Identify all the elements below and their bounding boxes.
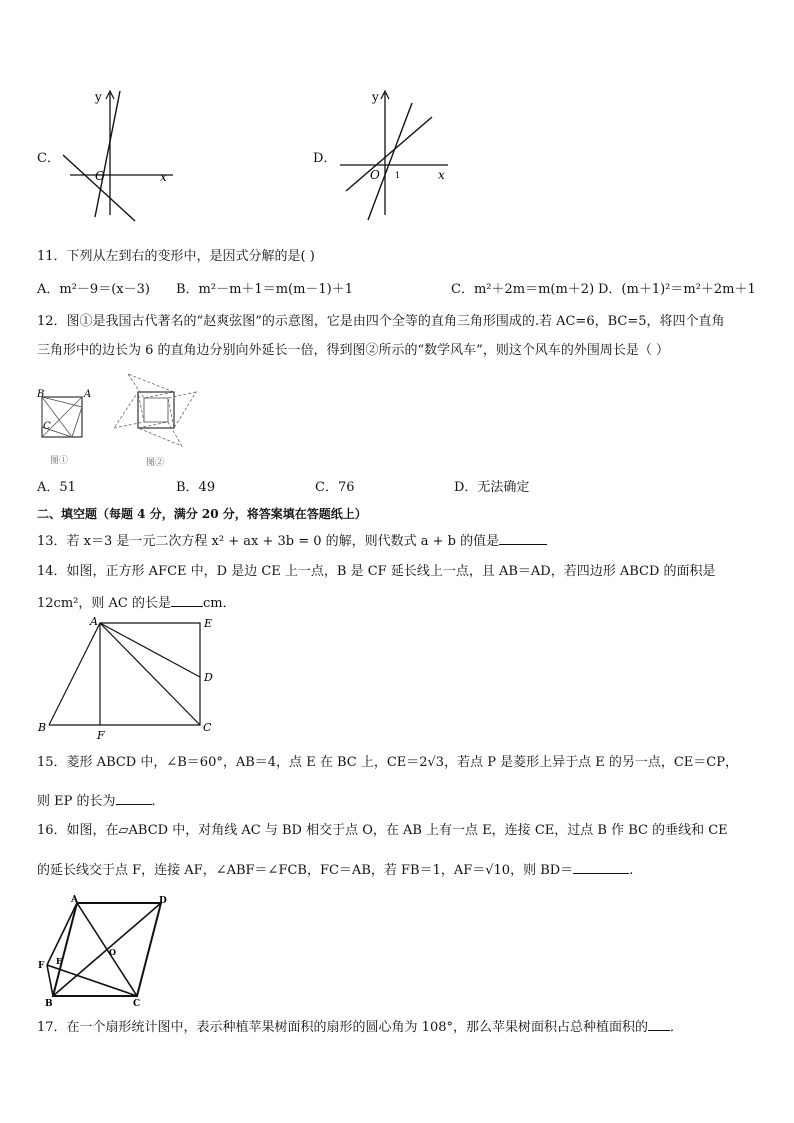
label-b: B: [38, 721, 47, 734]
option-d-label: D．: [313, 151, 337, 166]
q15-line2-post: ．: [151, 794, 165, 809]
axis-x-label: x: [438, 168, 445, 182]
q13-text: [37, 531, 547, 551]
q12-line2: 三角形中的边长为 6 的直角边分别向外延长一倍，得到图②所示的“数学风车”，则这个风车的外围周长是（ ）: [37, 343, 669, 358]
q16-line2-text: 的延长线交于点 F，连接 AF，∠ABF＝∠FCB，FC＝AB，若 FB＝1，AF＝√10，则 BD＝: [37, 863, 574, 878]
axis-y-label: y: [372, 90, 379, 104]
label-b: B: [37, 389, 45, 400]
label-c: C: [203, 721, 212, 734]
option-c-label: C．: [37, 151, 60, 166]
q11-option-b: B．m²－m＋1＝m(m－1)＋1: [176, 282, 354, 297]
math-windmill-figure-2: [110, 370, 200, 470]
q14-line2-pre: 12cm²，则 AC 的长是: [37, 596, 171, 611]
q16-line1: 16．如图，在▱ABCD 中，对角线 AC 与 BD 相交于点 O，在 AB 上有一点 E，连接 CE，过点 B 作 BC 的垂线和 CE: [37, 823, 728, 838]
answer-blank[interactable]: [499, 531, 547, 545]
q11-stem: 11．下列从左到右的变形中，是因式分解的是( ): [37, 249, 315, 264]
label-f: F: [38, 961, 45, 971]
answer-blank[interactable]: [116, 791, 152, 805]
parallelogram-abcd-figure: [35, 893, 175, 1008]
answer-blank[interactable]: [648, 1017, 670, 1031]
q12-option-c: C．76: [315, 480, 355, 495]
graph-option-d: [330, 85, 460, 225]
origin-label: O: [95, 169, 105, 183]
q11-option-c: C．m²＋2m＝m(m＋2): [451, 282, 595, 297]
label-c: C: [43, 421, 51, 432]
q11-option-a: A．m²－9＝(x－3): [37, 282, 150, 297]
q15-line2-pre: 则 EP 的长为: [37, 794, 116, 809]
label-c: C: [133, 999, 141, 1008]
q14-line2: [37, 593, 236, 613]
label-f: F: [97, 729, 105, 742]
graph-option-c: [55, 85, 185, 225]
q13-stem: 13．若 x＝3 是一元二次方程 x² + ax + 3b = 0 的解，则代数式 a + b 的值是: [37, 534, 500, 549]
axis-x-label: x: [160, 170, 167, 184]
zhao-shuang-figure-1: [35, 385, 95, 470]
label-e: E: [204, 617, 213, 630]
q17-tail: ．: [670, 1020, 684, 1035]
origin-label: O: [370, 168, 380, 182]
q17-text: [37, 1017, 683, 1037]
axis-y-label: y: [95, 90, 102, 104]
q15-line1: 15．菱形 ABCD 中，∠B＝60°，AB＝4，点 E 在 BC 上，CE＝2√3，若点 P 是菱形上异于点 E 的另一点，CE＝CP，: [37, 755, 738, 770]
label-a: A: [90, 615, 98, 628]
tick-label: 1: [395, 171, 401, 180]
q15-line2: [37, 791, 165, 811]
q12-option-b: B．49: [176, 480, 216, 495]
square-afce-figure: [35, 613, 225, 743]
q12-option-a: A．51: [37, 480, 76, 495]
fig2-caption: 图②: [146, 458, 165, 468]
answer-blank[interactable]: [171, 593, 203, 607]
q17-stem: 17．在一个扇形统计图中，表示种植苹果树面积的扇形的圆心角为 108°，那么苹果树面积占总种植面积的: [37, 1020, 648, 1035]
fig1-caption: 图①: [50, 456, 69, 466]
q14-line1: 14．如图，正方形 AFCE 中，D 是边 CE 上一点，B 是 CF 延长线上一点，且 AB＝AD，若四边形 ABCD 的面积是: [37, 564, 716, 579]
q14-line2-post: cm．: [202, 596, 236, 611]
label-o: O: [109, 947, 116, 957]
q16-line2: 的延长线交于点 F，连接 AF，∠ABF＝∠FCB，FC＝AB，若 FB＝1，AF＝√10，则 BD＝ .: [37, 860, 633, 880]
label-d: D: [204, 671, 213, 684]
label-b: B: [45, 999, 53, 1008]
q12-option-d: D．无法确定: [454, 480, 530, 495]
label-a: A: [71, 895, 78, 905]
section-heading: 二、填空题（每题 4 分，满分 20 分，将答案填在答题纸上）: [37, 507, 367, 521]
label-e: E: [56, 956, 63, 966]
label-a: A: [84, 389, 92, 400]
answer-blank[interactable]: [573, 860, 629, 874]
q11-option-d: D．(m＋1)²＝m²＋2m＋1: [598, 282, 756, 297]
q12-line1: 12．图①是我国古代著名的“赵爽弦图”的示意图，它是由四个全等的直角三角形围成的.若 AC=6，BC=5，将四个直角: [37, 314, 725, 329]
label-d: D: [159, 896, 167, 906]
